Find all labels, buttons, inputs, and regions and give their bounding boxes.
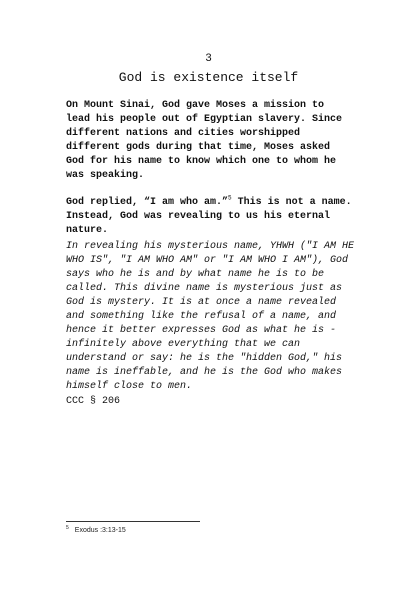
quote-citation: CCC § 206 — [66, 396, 121, 407]
chapter-title: God is existence itself — [118, 70, 299, 85]
footnote-divider — [66, 521, 200, 522]
paragraph-moses-mission: On Mount Sinai, God gave Moses a mission to lead his people out of Egyptian slavery. Since different nations and cities worshipped different gods during that time, Moses asked God for his name to know which one to whom he was speaking. — [66, 100, 343, 181]
paragraph-god-replied — [66, 196, 366, 238]
chapter-number: 3 — [205, 53, 212, 65]
footnote-mark: 5 — [66, 524, 69, 531]
footnote-text: Exodus :3:13-15 — [74, 527, 126, 534]
paragraph-god-replied-rest: This is not a name. Instead, God was revealing to us his eternal nature. — [66, 197, 352, 236]
catechism-quote: In revealing his mysterious name, YHWH ("I AM HE WHO IS", "I AM WHO AM" or "I AM WHO I AM"), God says who he is and by what name he is to be called. This divine name is mysterious just as God is mystery. It is at once a name revealed and something like the refusal of a name, and hence it better expresses God as what he is - infinitely above everything that we can understand or say: he is the "hidden God," his name is ineffable, and he is the God who makes himself close to men. — [66, 241, 355, 392]
footnote — [66, 526, 126, 535]
paragraph-god-replied-lead: God replied, “I am who am.” — [66, 197, 229, 208]
footnote-reference: 5 — [228, 194, 232, 202]
